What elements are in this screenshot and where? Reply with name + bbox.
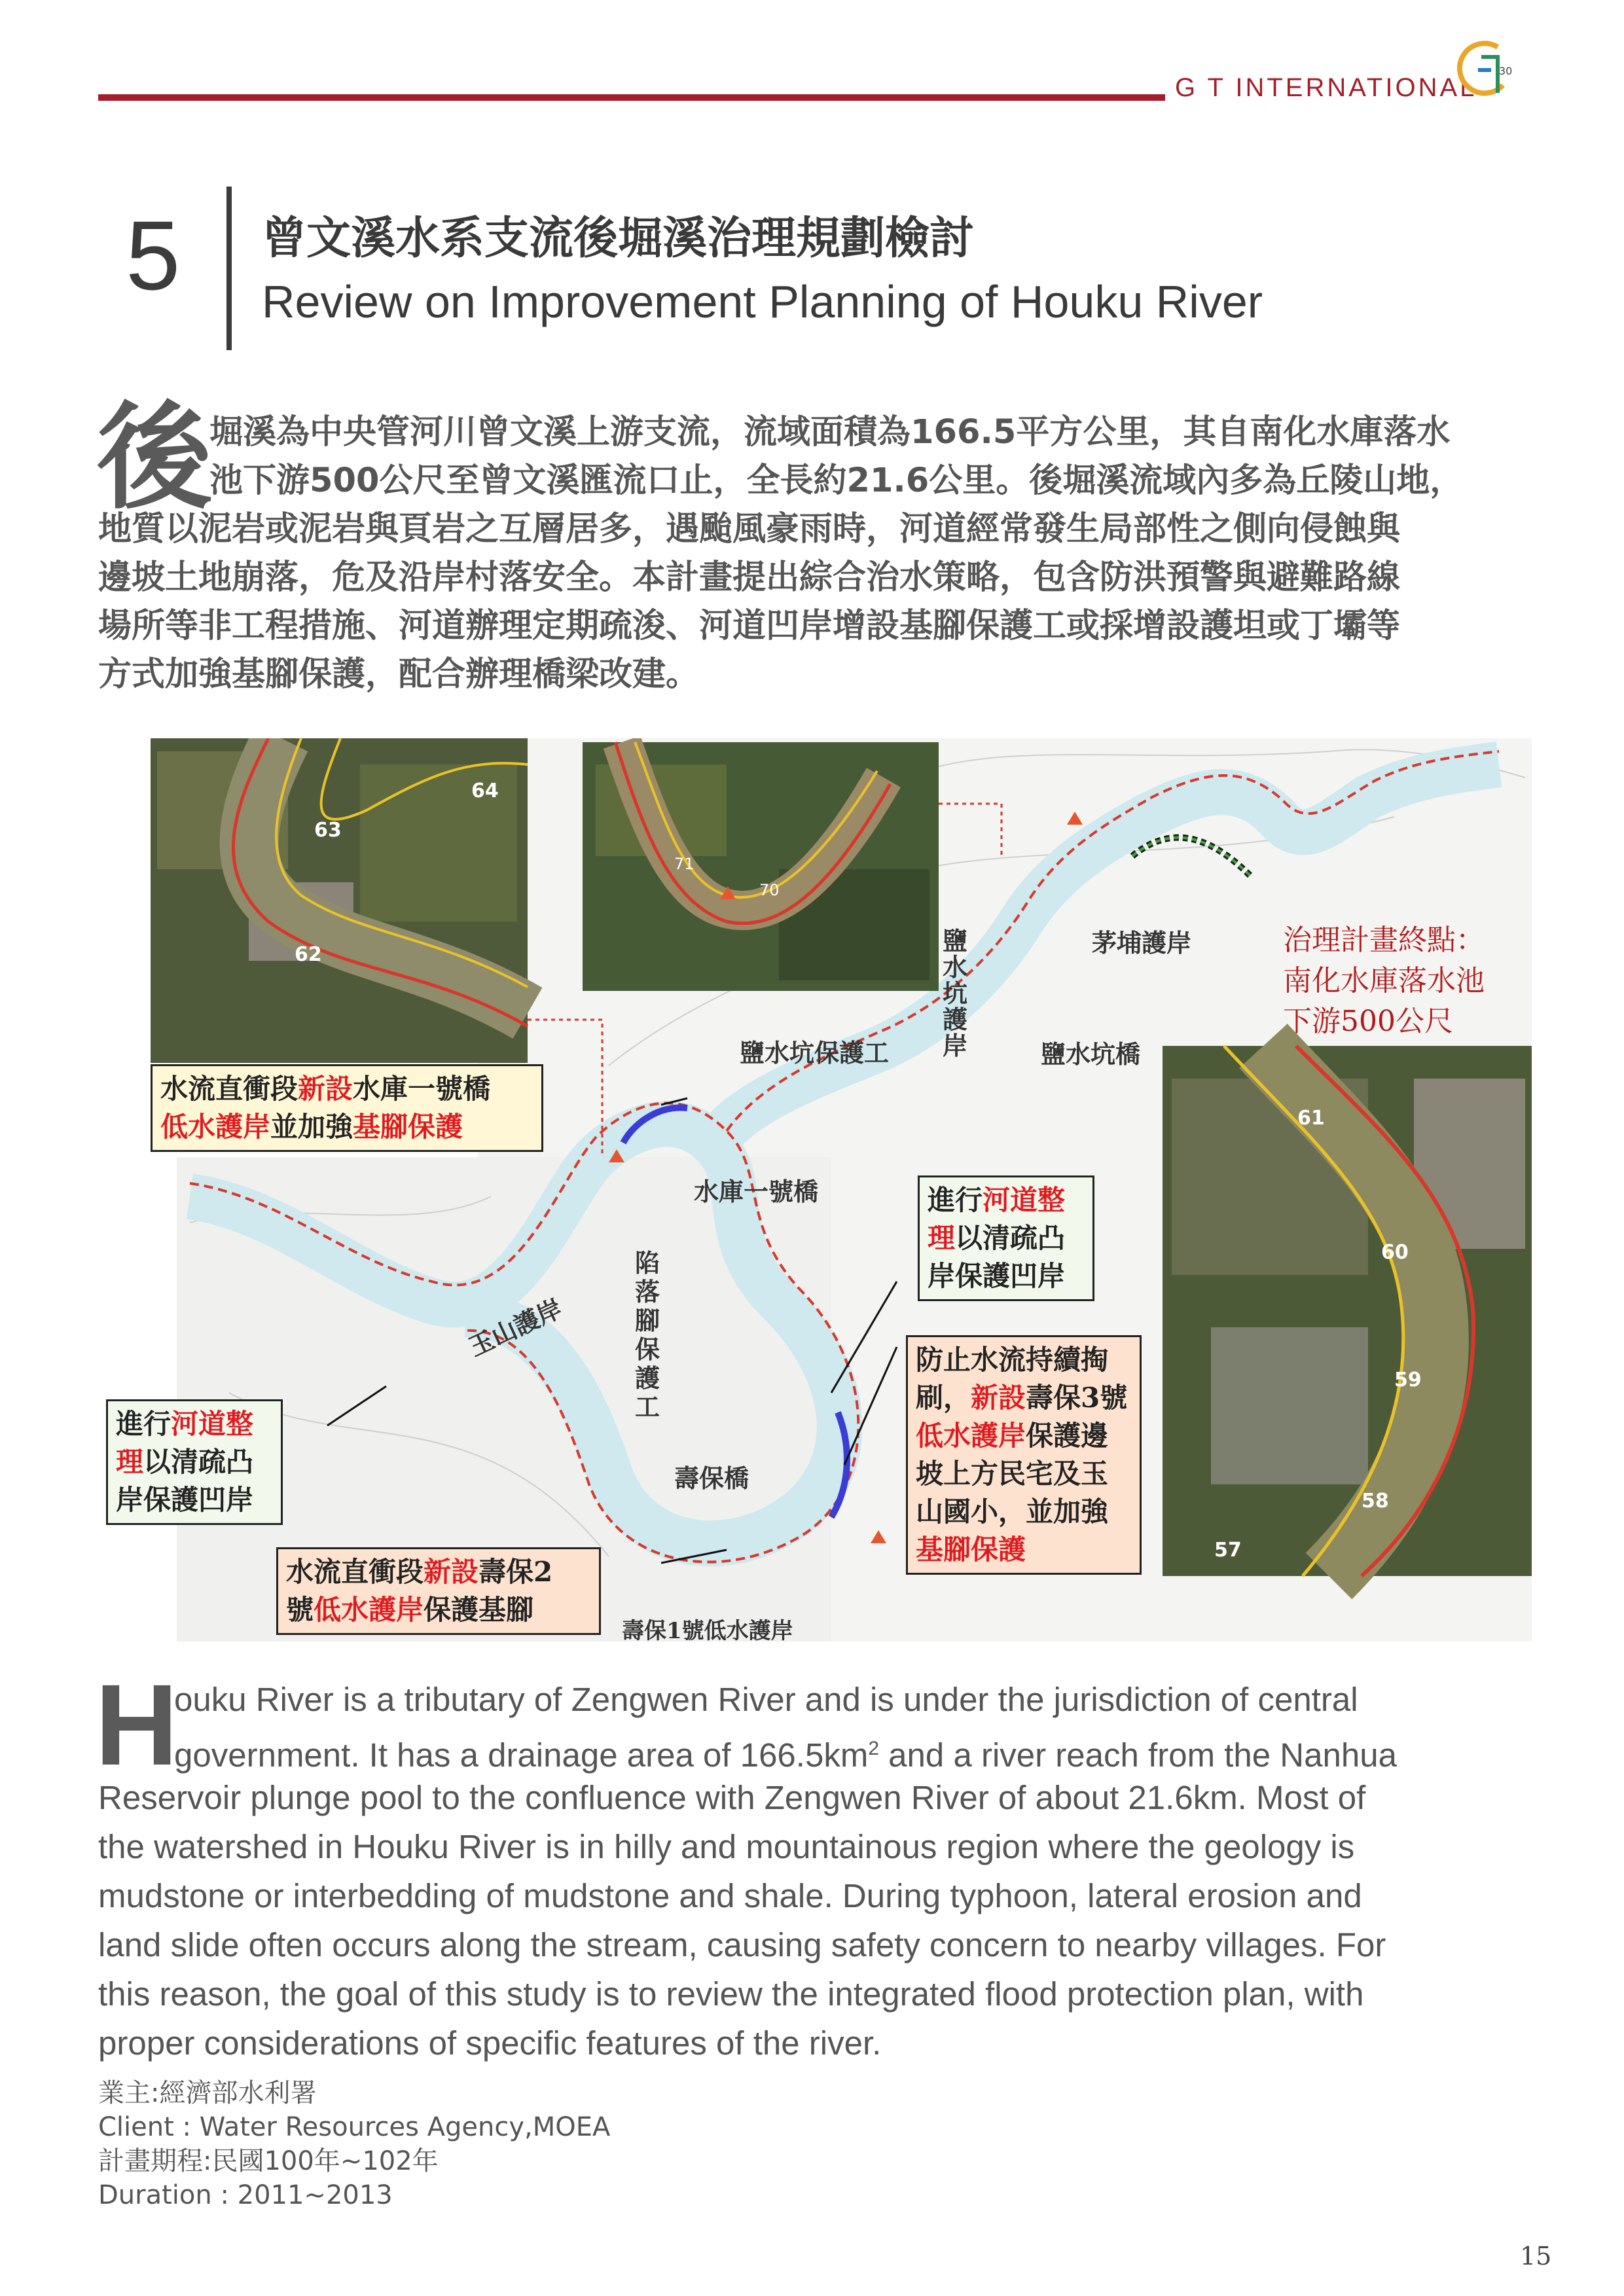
- drop-cap-zh: 後: [97, 391, 213, 525]
- gt-logo-icon: [1452, 34, 1524, 106]
- maopu-revetment-label: 茅埔護岸: [1092, 928, 1192, 958]
- svg-text:59: 59: [1394, 1369, 1422, 1391]
- duration-en: Duration : 2011~2013: [98, 2180, 393, 2210]
- svg-text:64: 64: [471, 780, 499, 802]
- zh-line: 池下游500公尺至曾文溪匯流口止，全長約21.6公里。後堀溪流域內多為丘陵山地，: [209, 461, 1464, 500]
- callout-reservoir-bridge: 水流直衝段新設水庫一號橋 低水護岸並加強基腳保護: [151, 1064, 543, 1152]
- svg-text:63: 63: [314, 819, 342, 842]
- en-line: Reservoir plunge pool to the confluence with Zengwen River of about 21.6km. Most of: [98, 1779, 1366, 1816]
- page-title-en: Review on Improvement Planning of Houku River: [262, 276, 1263, 327]
- svg-text:70: 70: [759, 881, 780, 899]
- svg-text:30: 30: [1499, 65, 1513, 77]
- svg-text:61: 61: [1297, 1107, 1325, 1130]
- en-line: the watershed in Houku River is in hilly and mountainous region where the geology is: [98, 1828, 1355, 1865]
- yanshuikeng-vertical-label: 鹽水坑護岸: [943, 926, 968, 1060]
- shoubao1-revetment-label: 壽保1號低水護岸: [622, 1618, 793, 1644]
- en-line: land slide often occurs along the stream, causing safety concern to nearby villages. For: [98, 1926, 1386, 1964]
- svg-text:60: 60: [1381, 1241, 1409, 1264]
- river-plan-map: [151, 738, 1532, 1641]
- footing-protection-label: 陷落腳保護工: [635, 1248, 660, 1422]
- aerial-photo-2: [583, 742, 939, 991]
- brand-name: G T INTERNATIONAL: [1175, 73, 1477, 102]
- callout-shoubao2: 水流直衝段新設壽保2 號低水護岸保護基腳: [276, 1547, 601, 1635]
- en-line: this reason, the goal of this study is to review the integrated flood protection plan, with: [98, 1975, 1364, 2013]
- en-line: mudstone or interbedding of mudstone and shale. During typhoon, lateral erosion and: [98, 1877, 1362, 1914]
- reservoir-bridge-label: 水庫一號橋: [694, 1177, 819, 1206]
- section-divider: [226, 187, 232, 350]
- shoubao-bridge-label: 壽保橋: [674, 1463, 749, 1493]
- zh-line: 堀溪為中央管河川曾文溪上游支流，流域面積為166.5平方公里，其自南化水庫落水: [209, 413, 1451, 452]
- river-map-figure: [116, 738, 1532, 1644]
- callout-channel-regulation-left: 進行河道整 理以清疏凸 岸保護凹岸: [106, 1399, 283, 1525]
- svg-text:58: 58: [1362, 1490, 1389, 1513]
- drop-cap-en: H: [95, 1661, 179, 1789]
- page-number: 15: [1520, 2242, 1552, 2270]
- yanshuikeng-revetment-label: 鹽水坑保護工: [740, 1038, 890, 1067]
- zh-line: 地質以泥岩或泥岩與頁岩之互層居多，遇颱風豪雨時，河道經常發生局部性之側向侵蝕與: [98, 510, 1401, 548]
- aerial-photo-1: [151, 738, 528, 1063]
- yushan-revetment-label: 玉山護岸: [463, 1293, 567, 1362]
- svg-text:57: 57: [1214, 1539, 1242, 1562]
- en-line: ouku River is a tributary of Zengwen River and is under the jurisdiction of central: [174, 1681, 1358, 1718]
- aerial-photo-3: [1163, 1046, 1532, 1576]
- yanshuikeng-bridge-label: 鹽水坑橋: [1041, 1039, 1141, 1069]
- section-number: 5: [126, 200, 181, 310]
- callout-shoubao3: 防止水流持續掏 刷，新設壽保3號 低水護岸保護邊 坡上方民宅及玉 山國小，並加強 基腳保護: [906, 1335, 1142, 1575]
- client-en: Client : Water Resources Agency,MOEA: [98, 2112, 611, 2142]
- en-line: government. It has a drainage area of $166.5km^2$ and a river reach from the Nanhua: [174, 1736, 1397, 1774]
- client-zh: 業主:經濟部水利署: [98, 2078, 317, 2108]
- svg-text:71: 71: [674, 855, 695, 873]
- zh-line: 邊坡土地崩落，危及沿岸村落安全。本計畫提出綜合治水策略，包含防洪預警與避難路線: [98, 558, 1401, 597]
- header-rule: [98, 94, 1165, 101]
- zh-line: 場所等非工程措施、河道辦理定期疏浚、河道凹岸增設基腳保護工或採增設護坦或丁壩等: [98, 607, 1401, 645]
- duration-zh: 計畫期程:民國100年~102年: [98, 2146, 439, 2176]
- end-point-label: 治理計畫終點： 南化水庫落水池 下游500公尺: [1283, 924, 1485, 1038]
- svg-text:62: 62: [295, 943, 322, 966]
- page-title-zh: 曾文溪水系支流後堀溪治理規劃檢討: [262, 213, 975, 264]
- en-line: proper considerations of specific features of the river.: [98, 2024, 882, 2062]
- zh-line: 方式加強基腳保護，配合辦理橋梁改建。: [98, 655, 700, 694]
- callout-channel-regulation-right: 進行河道整 理以清疏凸 岸保護凹岸: [918, 1175, 1094, 1301]
